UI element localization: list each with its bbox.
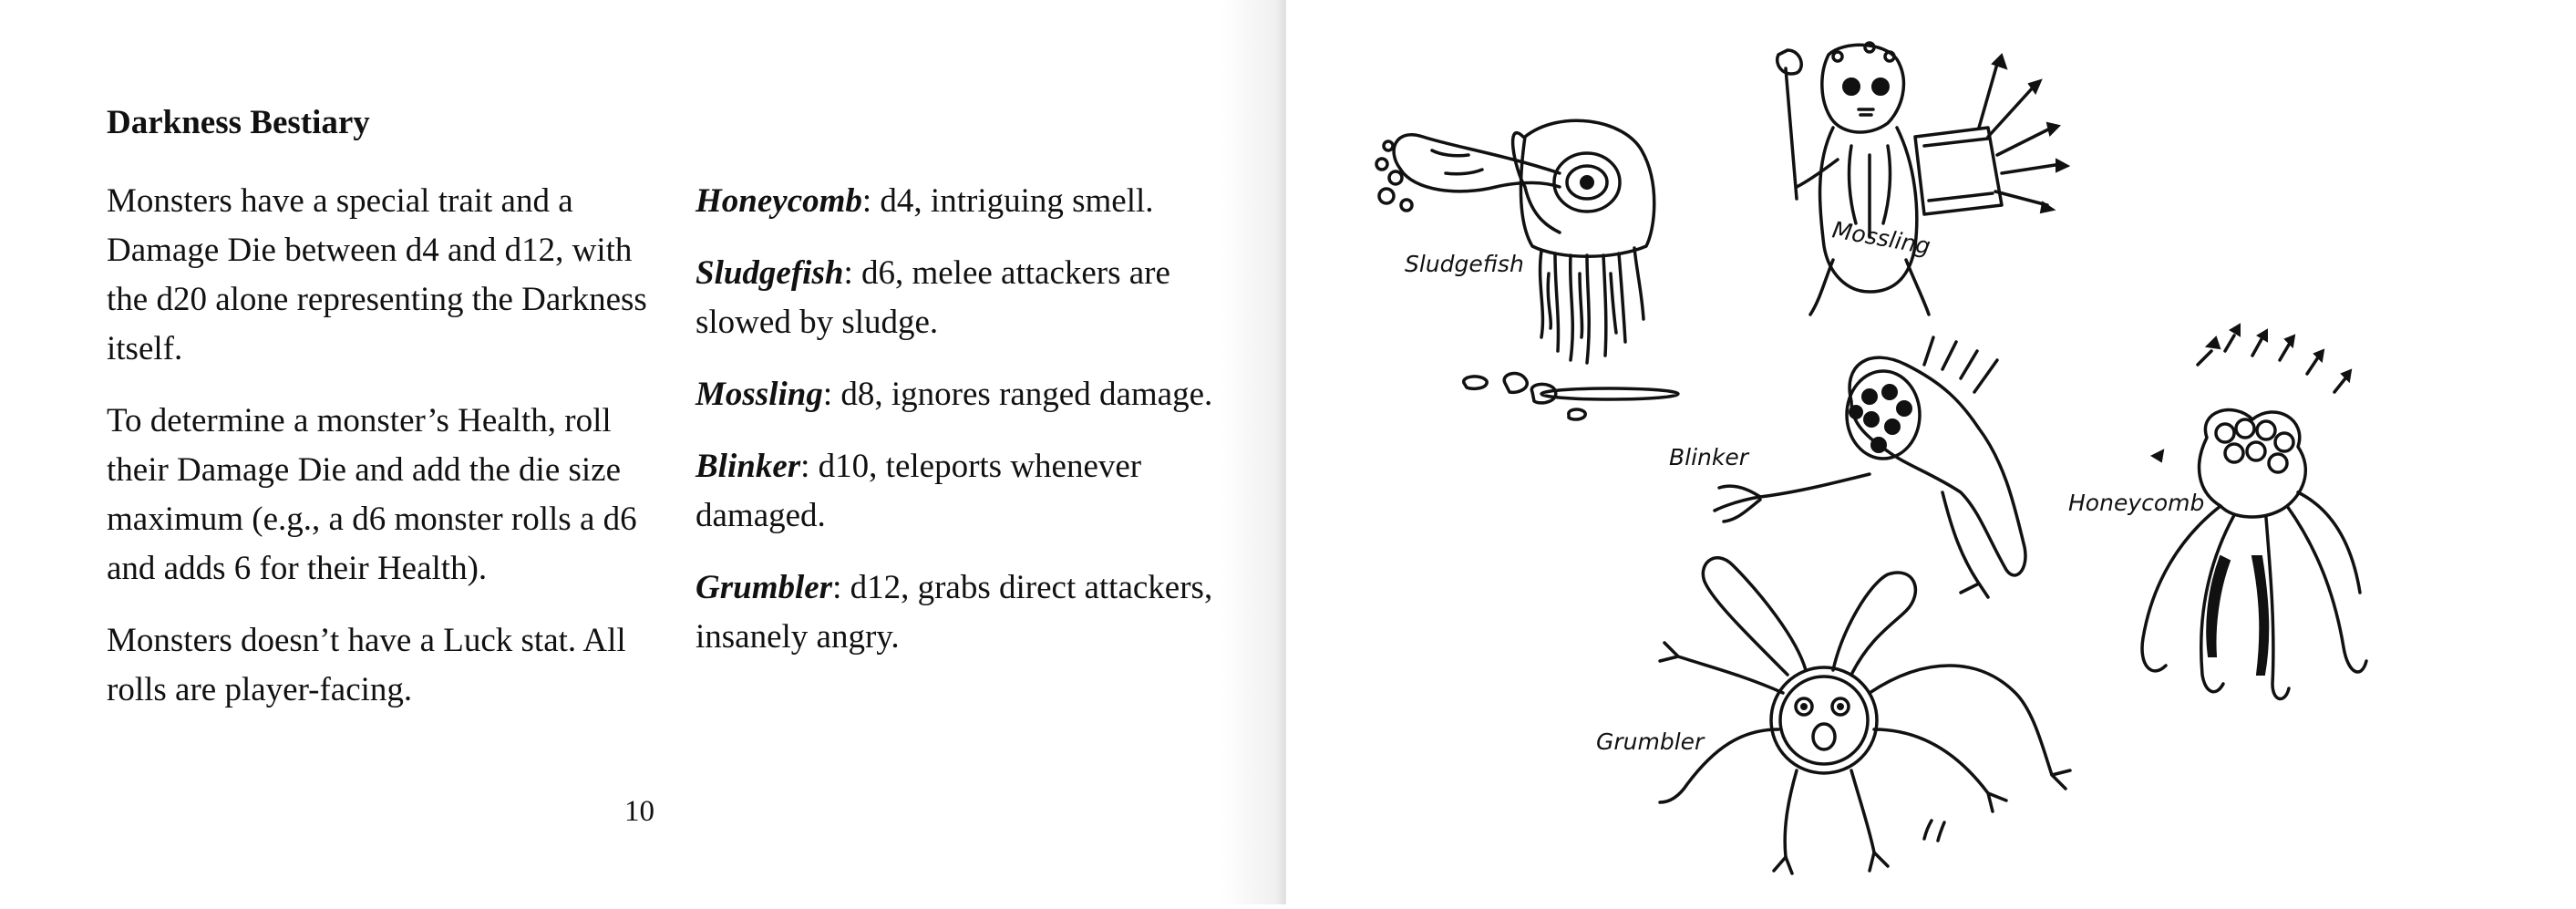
intro-paragraph: Monsters have a special trait and a Damage Die between d4 and d12, with the d20 alone representing the Darkness itself.	[107, 182, 647, 367]
monster-desc: : d12, grabs direct attackers, insanely angry.	[696, 569, 1213, 656]
intro-paragraph: To determine a monster’s Health, roll their Damage Die and add the die size maximum (e.g., a d6 monster rolls a d6 and adds 6 for their Health).	[107, 402, 637, 587]
monster-name: Honeycomb	[696, 182, 862, 220]
sludgefish-label: Sludgefish	[1405, 251, 1524, 277]
monster-desc: : d10, teleports whenever damaged.	[696, 448, 1142, 534]
right-page	[1285, 0, 2576, 904]
mossling-label: Mossling	[1829, 216, 1932, 260]
book-gutter-shadow	[1221, 0, 1285, 904]
bestiary-illustration	[1286, 0, 2576, 904]
honeycomb-label: Honeycomb	[2068, 490, 2205, 516]
intro-paragraph: Monsters doesn’t have a Luck stat. All rolls are player-facing.	[107, 622, 626, 708]
mossling-drawing	[1777, 43, 2068, 315]
monster-name: Sludgefish	[696, 254, 844, 292]
monster-entry-honeycomb	[696, 177, 1261, 226]
honeycomb-drawing	[2068, 325, 2366, 698]
monster-desc: : d6, melee attackers are slowed by sludge.	[696, 254, 1170, 341]
monster-desc: : d8, ignores ranged damage.	[822, 376, 1213, 413]
page-title: Darkness Bestiary	[107, 104, 370, 141]
monster-name: Mossling	[696, 376, 823, 413]
monster-entry-blinker	[696, 442, 1261, 541]
grumbler-label: Grumbler	[1596, 728, 1705, 755]
monster-name: Blinker	[696, 448, 801, 485]
monster-entry-sludgefish	[696, 249, 1261, 347]
grumbler-drawing	[1596, 558, 2070, 873]
page-number: 10	[624, 795, 654, 828]
blinker-label: Blinker	[1669, 444, 1749, 470]
monster-entry-mossling	[696, 370, 1261, 419]
monster-desc: : d4, intriguing smell.	[861, 182, 1154, 220]
intro-column	[107, 177, 654, 738]
monster-list	[696, 177, 1261, 685]
monster-name: Grumbler	[696, 569, 833, 606]
monster-entry-grumbler	[696, 563, 1261, 662]
sludgefish-drawing	[1376, 120, 1678, 419]
left-page	[0, 0, 1283, 904]
